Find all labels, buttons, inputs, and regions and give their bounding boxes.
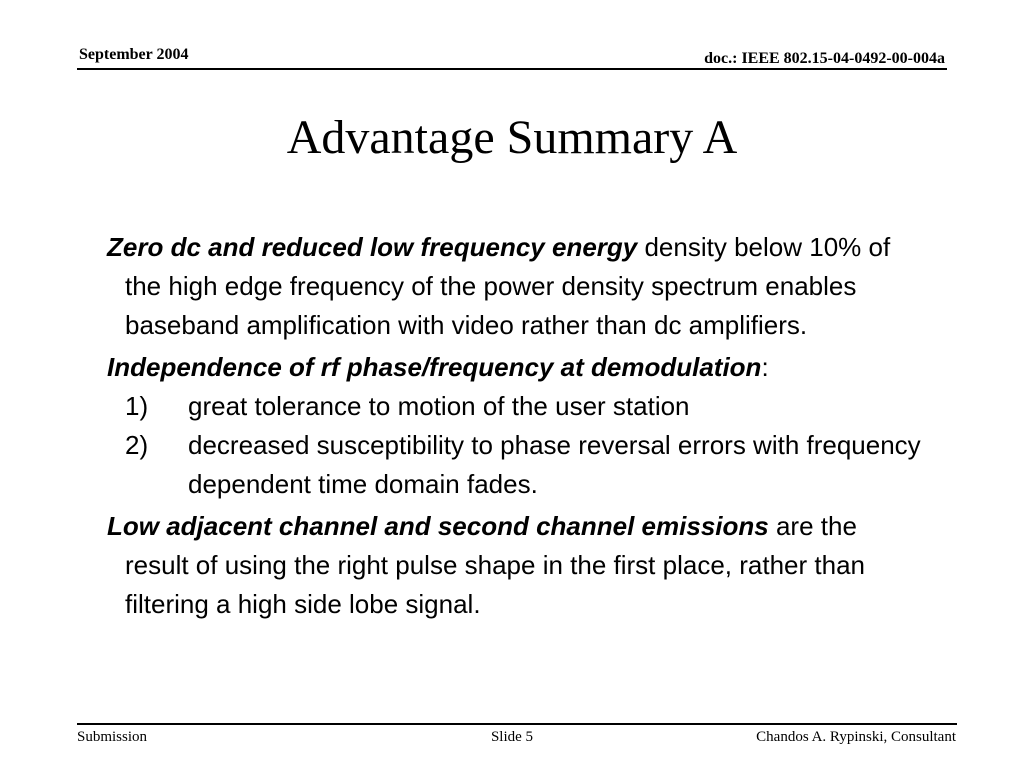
footer-divider [77, 723, 957, 725]
list-number: 2) [125, 430, 149, 460]
bullet-lead: Low adjacent channel and second channel emissions [107, 511, 769, 541]
bullet-text: density below 10% of the high edge frequency of the power density spectrum enables baseband amplification with video rather than dc amplifiers. [125, 232, 891, 340]
bullet-lead: Zero dc and reduced low frequency energy [107, 232, 638, 262]
bullet-text: are the result of using the right pulse shape in the first place, rather than filtering a high side lobe signal. [125, 511, 865, 619]
footer-author: Chandos A. Rypinski, Consultant [756, 729, 956, 745]
header-doc-id: doc.: IEEE 802.15-04-0492-00-004a [704, 50, 945, 67]
footer-slide-number: Slide 5 [490, 729, 534, 745]
bullet-independence [107, 348, 927, 387]
slide-body [107, 228, 927, 624]
header-divider [77, 68, 947, 70]
bullet-lead: Independence of rf phase/frequency at demodulation [107, 352, 762, 382]
list-item [125, 387, 927, 426]
bullet-low-adjacent [107, 507, 927, 624]
bullet-text: : [761, 352, 769, 382]
list-text: decreased susceptibility to phase reversal errors with frequency dependent time domain fades. [188, 430, 921, 499]
bullet-zero-dc [107, 228, 927, 345]
slide-title: Advantage Summary A [286, 111, 738, 164]
footer-submission: Submission [77, 729, 148, 745]
list-number: 1) [125, 391, 149, 421]
list-text: great tolerance to motion of the user station [188, 391, 690, 421]
list-item [125, 426, 927, 504]
header-date: September 2004 [79, 46, 189, 63]
